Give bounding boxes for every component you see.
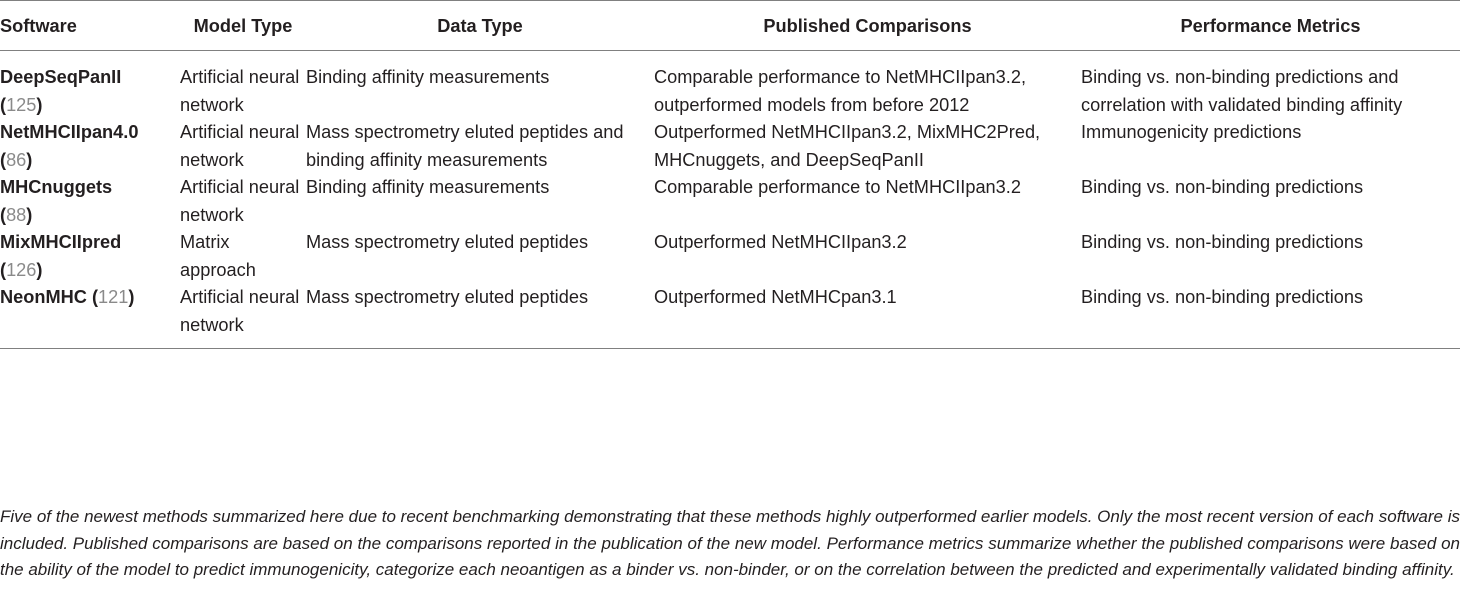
table-row (0, 229, 1460, 284)
cell-data-type: Mass spectrometry eluted peptides and binding affinity measurements (306, 122, 624, 170)
cell-data-type: Binding affinity measurements (306, 177, 550, 197)
header-row (0, 1, 1460, 51)
cell-data-type: Binding affinity measurements (306, 67, 550, 87)
ref-close-paren: ) (26, 204, 33, 225)
cell-model-type: Matrix approach (180, 232, 256, 280)
header-performance-metrics: Performance Metrics (1180, 16, 1361, 36)
ref-close-paren: ) (36, 259, 43, 280)
cell-software (0, 229, 180, 284)
reference-link[interactable]: 121 (98, 287, 129, 307)
cell-performance-metrics: Binding vs. non-binding predictions (1081, 177, 1364, 197)
table-body (0, 51, 1460, 349)
table-caption: Five of the newest methods summarized here due to recent benchmarking demonstrating that these methods highly outperformed earlier models. Only the most recent version of each software is included. Published comparisons are based on the comparisons reported in the publication of the new model. Performance metrics summarize whether the published comparisons were based on the ability of the model to predict immunogenicity, categorize each neoantigen as a binder vs. non-binder, or on the correlation between the predicted and experimentally validated binding affinity. (0, 507, 1460, 580)
ref-open-paren: ( (0, 259, 7, 280)
ref-close-paren: ) (36, 94, 43, 115)
header-published-comparisons: Published Comparisons (763, 16, 972, 36)
table-row (0, 174, 1460, 229)
cell-data-type: Mass spectrometry eluted peptides (306, 287, 589, 307)
cell-software (0, 51, 180, 120)
cell-published-comparisons: Outperformed NetMHCIIpan3.2, MixMHC2Pred, MHCnuggets, and DeepSeqPanII (654, 122, 1041, 170)
table-row (0, 284, 1460, 349)
reference-link[interactable]: 125 (6, 94, 37, 115)
cell-performance-metrics: Immunogenicity predictions (1081, 122, 1302, 142)
ref-close-paren: ) (128, 287, 135, 307)
reference-link[interactable]: 88 (6, 204, 27, 225)
cell-performance-metrics: Binding vs. non-binding predictions (1081, 287, 1364, 307)
header-software: Software (0, 16, 77, 36)
cell-software (0, 174, 180, 229)
cell-model-type: Artificial neural network (180, 177, 300, 225)
header-data-type: Data Type (437, 16, 523, 36)
table-row (0, 51, 1460, 120)
cell-performance-metrics: Binding vs. non-binding predictions (1081, 232, 1364, 252)
cell-software (0, 284, 180, 349)
reference-link[interactable]: 86 (6, 149, 27, 170)
table-row (0, 119, 1460, 174)
cell-software (0, 119, 180, 174)
cell-model-type: Artificial neural network (180, 287, 300, 335)
cell-performance-metrics: Binding vs. non-binding predictions and correlation with validated binding affinity (1081, 67, 1403, 115)
ref-open-paren: ( (91, 287, 99, 307)
cell-model-type: Artificial neural network (180, 67, 300, 115)
software-name: MHCnuggets (0, 177, 113, 197)
ref-open-paren: ( (0, 149, 7, 170)
software-name: NetMHCIIpan4.0 (0, 122, 139, 142)
ref-close-paren: ) (26, 149, 33, 170)
cell-published-comparisons: Comparable performance to NetMHCIIpan3.2 (654, 177, 1021, 197)
cell-published-comparisons: Outperformed NetMHCpan3.1 (654, 287, 897, 307)
software-name: MixMHCIIpred (0, 232, 122, 252)
cell-model-type: Artificial neural network (180, 122, 300, 170)
cell-published-comparisons: Outperformed NetMHCIIpan3.2 (654, 232, 907, 252)
cell-published-comparisons: Comparable performance to NetMHCIIpan3.2, outperformed models from before 2012 (654, 67, 1027, 115)
cell-data-type: Mass spectrometry eluted peptides (306, 232, 589, 252)
software-name: NeonMHC (0, 287, 87, 307)
reference-link[interactable]: 126 (6, 259, 37, 280)
table-header (0, 1, 1460, 51)
ref-open-paren: ( (0, 94, 7, 115)
header-model-type: Model Type (193, 16, 293, 36)
ref-open-paren: ( (0, 204, 7, 225)
software-name: DeepSeqPanII (0, 67, 122, 87)
